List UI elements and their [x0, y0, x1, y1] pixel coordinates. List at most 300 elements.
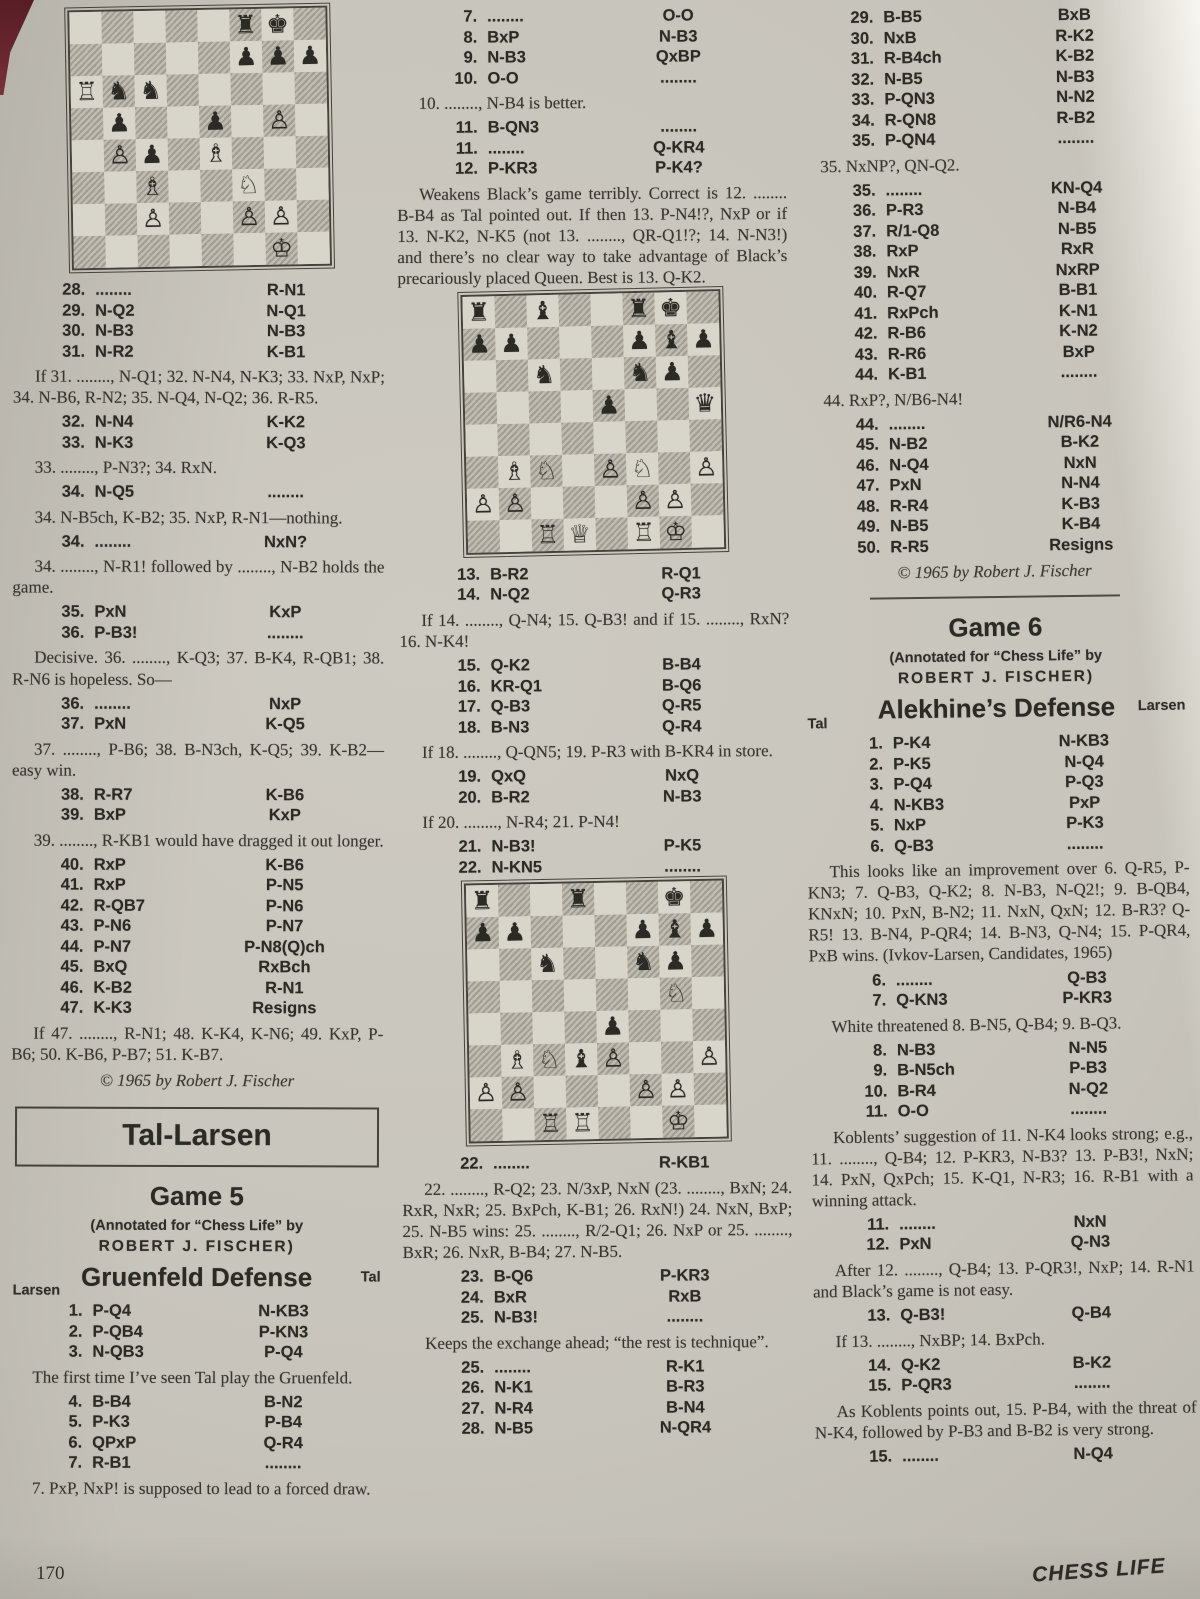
empty-square: [134, 43, 167, 76]
black-move: N-B4: [1057, 198, 1097, 218]
chess-piece: ♔: [265, 232, 298, 265]
move-row: [440, 856, 752, 878]
chess-piece: ♝: [526, 295, 559, 328]
move-number: 42.: [854, 324, 878, 343]
move-table: [439, 835, 751, 878]
chess-diagram-1: [67, 6, 332, 271]
white-move: R/1-Q8: [886, 221, 940, 240]
white-move: B-B5: [883, 7, 922, 27]
annotation: 33. ........, P-N3?; 34. RxN.: [34, 457, 218, 478]
move-number: 49.: [856, 517, 881, 536]
empty-square: [262, 72, 295, 105]
empty-square: [166, 42, 199, 75]
move-number: 10.: [454, 69, 478, 88]
white-move: R-R6: [887, 344, 927, 363]
game-6-title: Game 6: [948, 611, 1043, 643]
annotation: If 20. ........, N-R4; 21. P-N4!: [422, 812, 620, 833]
empty-square: [595, 915, 628, 948]
move-number: 22.: [458, 858, 482, 877]
move-row: [42, 714, 354, 735]
chess-piece: ♙: [263, 104, 296, 137]
move-row: [438, 654, 750, 676]
black-move: K-B1: [266, 342, 306, 361]
move-row: [42, 895, 354, 916]
white-move: N-Q2: [95, 301, 135, 320]
white-move: RxP: [886, 242, 919, 261]
empty-square: [499, 519, 532, 552]
annotation: If 14. ........, Q-N4; 15. Q-B3! and if 15. ........, RxN? 16. N-K4!: [399, 608, 790, 652]
chess-piece: ♙: [690, 451, 723, 484]
opening-name: Alekhine’s Defense: [877, 691, 1116, 725]
move-row: [847, 1231, 1159, 1256]
white-move: ........: [885, 180, 923, 199]
move-row: [441, 1152, 753, 1174]
empty-square: [468, 1013, 501, 1046]
move-number: 40.: [60, 855, 84, 874]
move-row: [842, 833, 1154, 858]
empty-square: [73, 204, 106, 237]
empty-square: [499, 949, 532, 982]
empty-square: [598, 1107, 631, 1140]
empty-square: [469, 1045, 502, 1078]
black-move: Resigns: [252, 999, 317, 1018]
move-row: [42, 602, 354, 623]
move-number: 37.: [853, 222, 877, 241]
black-move: B-R3: [666, 1377, 705, 1396]
move-number: 11.: [455, 118, 478, 137]
chess-piece: ♖: [534, 1108, 567, 1141]
black-move: P-Q4: [264, 1343, 303, 1362]
black-move: B-B1: [1058, 280, 1098, 300]
black-move: N-B5: [1057, 219, 1097, 238]
empty-square: [692, 977, 725, 1010]
move-row: [42, 693, 354, 714]
move-table: [41, 854, 353, 1019]
empty-square: [690, 881, 723, 914]
white-move: Q-K2: [490, 656, 531, 675]
empty-square: [137, 235, 170, 268]
chess-piece: ♟: [593, 389, 626, 422]
annotation: This looks like an improvement over 6. Q-R5, P-KN3; 7. Q-B3, Q-K2; 8. N-B3, N-Q2!; 9. B-QB4, KNxN; 10. PxN, B-N2; 11. NxN, QxN; 12. B-R3? Q-R5! 13. B-N4, P-QR4; 14. B-N3, Q-N4; 15. P-QR4, PxB wins. (Ivkov-Larsen, Candidates, 1965): [807, 857, 1191, 966]
white-move: N-B3!: [491, 837, 536, 856]
black-move: N-N4: [1061, 473, 1100, 493]
move-row: [438, 563, 750, 585]
chess-piece: ♟: [623, 325, 656, 358]
move-row: [442, 1265, 754, 1287]
white-move: R-B1: [92, 1453, 131, 1472]
move-number: 34.: [61, 532, 85, 551]
move-number: 8.: [463, 28, 478, 47]
white-move: NxB: [883, 28, 917, 47]
empty-square: [531, 487, 564, 520]
move-number: 1.: [868, 734, 883, 753]
move-table: [845, 1037, 1158, 1123]
white-move: BxP: [487, 27, 520, 47]
chess-piece: ♔: [662, 1105, 695, 1138]
move-number: 36.: [852, 201, 877, 220]
empty-square: [105, 235, 138, 268]
empty-square: [692, 1009, 725, 1042]
move-row: [848, 1302, 1160, 1327]
white-move: R-QN8: [884, 110, 937, 129]
chess-piece: ♖: [627, 516, 660, 549]
white-move: N-R4: [494, 1399, 533, 1418]
copyright-line: © 1965 by Robert J. Fischer: [897, 560, 1092, 583]
annotation: 34. N-B5ch, K-B2; 35. NxP, R-N1—nothing.: [34, 507, 343, 528]
move-number: 46.: [856, 456, 880, 475]
move-number: 48.: [856, 497, 880, 516]
empty-square: [494, 295, 527, 328]
move-row: [40, 1453, 352, 1474]
move-number: 30.: [62, 321, 86, 340]
white-move: P-QB4: [92, 1322, 143, 1341]
move-number: 23.: [460, 1267, 484, 1286]
move-number: 39.: [853, 263, 877, 282]
move-number: 41.: [854, 304, 878, 323]
right-column: [796, 2, 1198, 1506]
empty-square: [628, 1010, 661, 1043]
move-number: 44.: [854, 365, 879, 384]
empty-square: [598, 1075, 631, 1108]
black-move: Q-B3: [1067, 968, 1107, 987]
empty-square: [497, 391, 530, 424]
white-move: R-B6: [887, 323, 927, 343]
chess-piece: ♗: [136, 171, 169, 204]
white-move: B-N5ch: [897, 1060, 956, 1080]
move-row: [439, 716, 751, 738]
move-number: 47.: [856, 476, 880, 495]
chess-piece: ♙: [137, 203, 170, 236]
annotation: 34. ........, N-R1! followed by ........, N-B2 holds the game.: [12, 556, 385, 598]
white-move: P-N7: [93, 937, 132, 956]
empty-square: [564, 979, 597, 1012]
chess-piece: ♟: [467, 917, 500, 950]
empty-square: [630, 1106, 663, 1139]
move-number: 15.: [457, 656, 481, 675]
move-number: 32.: [851, 70, 875, 89]
white-move: K-K3: [93, 999, 132, 1018]
chess-piece: ♖: [531, 519, 564, 552]
black-move: N-QR4: [659, 1418, 712, 1437]
move-row: [42, 784, 354, 805]
move-number: 2.: [68, 1322, 83, 1341]
white-move: Q-B3: [490, 697, 531, 716]
white-move: N-Q2: [490, 585, 530, 605]
empty-square: [230, 73, 263, 106]
black-move: Q-R3: [661, 584, 701, 604]
chess-piece: ♙: [265, 200, 298, 233]
move-table: [43, 531, 355, 552]
white-move: B-QN3: [487, 118, 540, 137]
white-move: P-K5: [893, 754, 931, 774]
chess-piece: ♟: [495, 327, 528, 360]
move-row: [40, 1432, 352, 1453]
move-table: [837, 411, 1151, 559]
move-number: 39.: [60, 805, 84, 824]
move-number: 44.: [855, 415, 879, 434]
empty-square: [628, 978, 661, 1011]
empty-square: [530, 884, 563, 917]
white-move: ........: [487, 138, 525, 158]
annotation: If 13. ........, NxBP; 14. BxPch.: [835, 1329, 1046, 1351]
move-table: [442, 1356, 754, 1440]
black-move: QxBP: [655, 47, 701, 66]
annotation: If 18. ........, Q-QN5; 19. P-R3 with B-KR4 in store.: [421, 741, 773, 763]
move-table: [442, 1265, 754, 1328]
move-number: 29.: [850, 8, 874, 27]
black-move: P-KN3: [258, 1322, 309, 1341]
move-row: [836, 361, 1148, 386]
white-move: ........: [487, 7, 524, 26]
white-move: R-R7: [93, 785, 133, 804]
black-move: B-Q6: [661, 676, 702, 695]
move-row: [43, 300, 355, 321]
empty-square: [264, 136, 297, 169]
black-move: K-B6: [265, 785, 305, 805]
white-move: ........: [902, 1446, 939, 1466]
empty-square: [466, 456, 499, 489]
move-table: [439, 765, 751, 808]
move-number: 9.: [463, 48, 478, 67]
chess-piece: ♞: [627, 946, 660, 979]
white-move: P-KR3: [487, 159, 538, 178]
white-move: ........: [494, 1358, 531, 1377]
black-move: N-B3: [658, 26, 698, 46]
move-number: 11.: [455, 139, 478, 158]
annotation: After 12. ........, Q-B4; 13. P-QR3!, NxP; 14. R-N1 and Black’s game is not easy.: [812, 1256, 1195, 1302]
move-number: 45.: [60, 958, 84, 977]
empty-square: [560, 358, 593, 391]
move-row: [442, 1397, 754, 1419]
empty-square: [694, 1105, 727, 1138]
empty-square: [562, 454, 595, 487]
chess-piece: ♘: [660, 977, 693, 1010]
move-row: [833, 127, 1145, 152]
white-move: N-B3!: [493, 1308, 538, 1327]
empty-square: [694, 1073, 727, 1106]
chess-piece: ♟: [690, 913, 723, 946]
black-move: P-K3: [1066, 813, 1104, 833]
black-move: ........: [264, 1454, 302, 1473]
empty-square: [531, 916, 564, 949]
section-divider: [870, 595, 1120, 600]
chess-piece: ♙: [467, 488, 500, 521]
move-number: 16.: [457, 677, 481, 696]
empty-square: [596, 979, 629, 1012]
black-move: P-KR3: [659, 1266, 710, 1285]
move-number: 30.: [850, 29, 874, 48]
white-move: B-R2: [491, 788, 530, 807]
black-move: KxP: [268, 806, 301, 825]
empty-square: [595, 517, 628, 550]
chess-piece: ♖: [566, 1107, 599, 1140]
move-row: [41, 998, 353, 1019]
empty-square: [294, 72, 327, 105]
copyright-line: © 1965 by Robert J. Fischer: [100, 1070, 295, 1091]
black-move: N/R6-N4: [1047, 412, 1112, 431]
chess-piece: ♝: [655, 324, 688, 357]
black-move: N-KB3: [258, 1302, 309, 1321]
move-table: [847, 1211, 1160, 1256]
move-table: [831, 4, 1145, 152]
chess-piece: ♟: [499, 917, 532, 950]
move-table: [40, 1301, 352, 1363]
empty-square: [691, 945, 724, 978]
black-move: R-K1: [665, 1357, 705, 1376]
white-move: B-Q6: [493, 1267, 534, 1286]
empty-square: [133, 11, 166, 44]
move-number: 35.: [61, 603, 85, 622]
move-number: 34.: [61, 482, 85, 501]
move-number: 2.: [869, 755, 884, 774]
move-number: 36.: [61, 694, 85, 713]
black-move: O-O: [662, 6, 694, 25]
chess-piece: ♟: [463, 328, 496, 361]
annotation: Keeps the exchange ahead; “the rest is technique”.: [425, 1331, 769, 1353]
chess-board-3: [466, 881, 727, 1142]
chess-piece: ♞: [531, 948, 564, 981]
white-move: ........: [94, 532, 132, 551]
black-move: P-N6: [265, 897, 304, 916]
move-number: 36.: [61, 623, 85, 642]
move-row: [43, 531, 355, 552]
black-move: ........: [1070, 1099, 1108, 1119]
move-row: [439, 675, 751, 697]
chess-diagram-3: [464, 879, 729, 1144]
empty-square: [558, 294, 591, 327]
move-row: [43, 482, 355, 503]
empty-square: [658, 452, 691, 485]
move-number: 35.: [851, 131, 876, 150]
move-row: [850, 1443, 1162, 1468]
game-5-title: Game 5: [149, 1180, 244, 1212]
chess-piece: ♞: [624, 357, 657, 390]
chess-piece: ♟: [136, 139, 169, 172]
black-move: ........: [664, 857, 701, 876]
white-move: K-B2: [93, 978, 132, 997]
chess-piece: ♘: [626, 453, 659, 486]
empty-square: [71, 108, 104, 141]
empty-square: [660, 1009, 693, 1042]
chess-piece: ♟: [262, 40, 295, 73]
white-move: P-R3: [885, 200, 924, 220]
white-player: Larsen: [12, 1282, 61, 1299]
black-move: NxQ: [665, 766, 700, 785]
move-number: 19.: [458, 767, 482, 786]
move-row: [40, 1342, 352, 1363]
move-row: [42, 623, 354, 644]
chess-diagram-2: [460, 289, 726, 555]
black-move: K-Q3: [266, 433, 306, 452]
black-move: P-B4: [264, 1413, 303, 1432]
move-number: 18.: [457, 718, 481, 737]
empty-square: [661, 1041, 694, 1074]
empty-square: [233, 233, 266, 266]
move-row: [435, 26, 747, 48]
move-number: 7.: [68, 1453, 83, 1472]
annotation: If 31. ........, N-Q1; 32. N-N4, N-K3; 33. NxP, NxP; 34. N-B6, R-N2; 35. N-Q4, N-Q2; 36. R-R5.: [12, 366, 386, 408]
chess-piece: ♖: [70, 76, 103, 109]
empty-square: [101, 11, 134, 44]
black-move: N-Q1: [266, 301, 306, 320]
move-number: 3.: [869, 775, 884, 794]
white-move: B-B4: [92, 1392, 131, 1411]
annotation: 37. ........, P-B6; 38. B-N3ch, K-Q5; 39. K-B2—easy win.: [11, 739, 385, 780]
move-number: 6.: [870, 837, 885, 856]
move-table: [441, 1152, 753, 1174]
black-move: N-Q4: [1064, 752, 1104, 771]
white-move: QPxP: [92, 1433, 137, 1452]
white-move: RxP: [93, 876, 126, 895]
chess-piece: ♚: [261, 8, 294, 41]
empty-square: [201, 233, 234, 266]
move-number: 25.: [461, 1358, 485, 1377]
black-move: Q-B4: [1071, 1303, 1112, 1323]
white-move: N-B3: [95, 321, 134, 340]
move-number: 4.: [869, 796, 884, 815]
black-move: N-KB3: [1058, 731, 1110, 751]
move-table: [436, 116, 748, 179]
move-number: 11.: [865, 1102, 888, 1121]
move-number: 50.: [857, 538, 881, 557]
move-row: [439, 835, 751, 857]
move-number: 20.: [458, 788, 482, 807]
move-row: [435, 67, 747, 89]
empty-square: [467, 520, 500, 553]
chess-piece: ♙: [502, 1076, 535, 1109]
white-move: R-R5: [890, 537, 929, 557]
move-row: [42, 875, 354, 896]
black-move: Q-R5: [661, 696, 702, 715]
black-move: ........: [660, 67, 697, 87]
white-move: R-R4: [889, 496, 929, 516]
move-number: 37.: [61, 714, 85, 733]
move-number: 15.: [868, 1376, 892, 1395]
move-number: 41.: [60, 876, 84, 895]
annotator-name: ROBERT J. FISCHER): [897, 667, 1095, 688]
white-move: O-O: [487, 68, 519, 88]
black-move: Resigns: [1049, 535, 1114, 554]
white-move: N-Q4: [889, 455, 929, 475]
chess-piece: ♙: [233, 201, 266, 234]
white-move: N-B5: [889, 517, 929, 536]
move-table: [42, 784, 354, 826]
empty-square: [293, 8, 326, 41]
move-number: 10.: [864, 1082, 888, 1101]
white-move: K-B1: [887, 364, 927, 384]
empty-square: [470, 1109, 503, 1142]
empty-square: [465, 424, 498, 457]
white-move: ........: [94, 694, 131, 713]
annotation: The first time I’ve seen Tal play the Gruenfeld.: [32, 1367, 353, 1387]
empty-square: [135, 107, 168, 140]
white-move: P-Q4: [92, 1301, 132, 1320]
move-row: [435, 46, 747, 68]
move-number: 38.: [853, 242, 877, 261]
chess-piece: ♟: [294, 40, 327, 73]
chess-piece: ♜: [462, 296, 495, 329]
black-move: ........: [1057, 128, 1095, 148]
empty-square: [657, 388, 690, 421]
empty-square: [296, 168, 329, 201]
chess-piece: ♟: [199, 105, 232, 138]
black-move: P-K4?: [655, 158, 703, 177]
white-move: N-QB3: [92, 1342, 144, 1361]
empty-square: [496, 359, 529, 392]
white-move: N-KB3: [893, 795, 945, 815]
black-move: R-B2: [1056, 108, 1096, 127]
annotation: White threatened 8. B-N5, Q-B4; 9. B-Q3.: [831, 1012, 1122, 1036]
